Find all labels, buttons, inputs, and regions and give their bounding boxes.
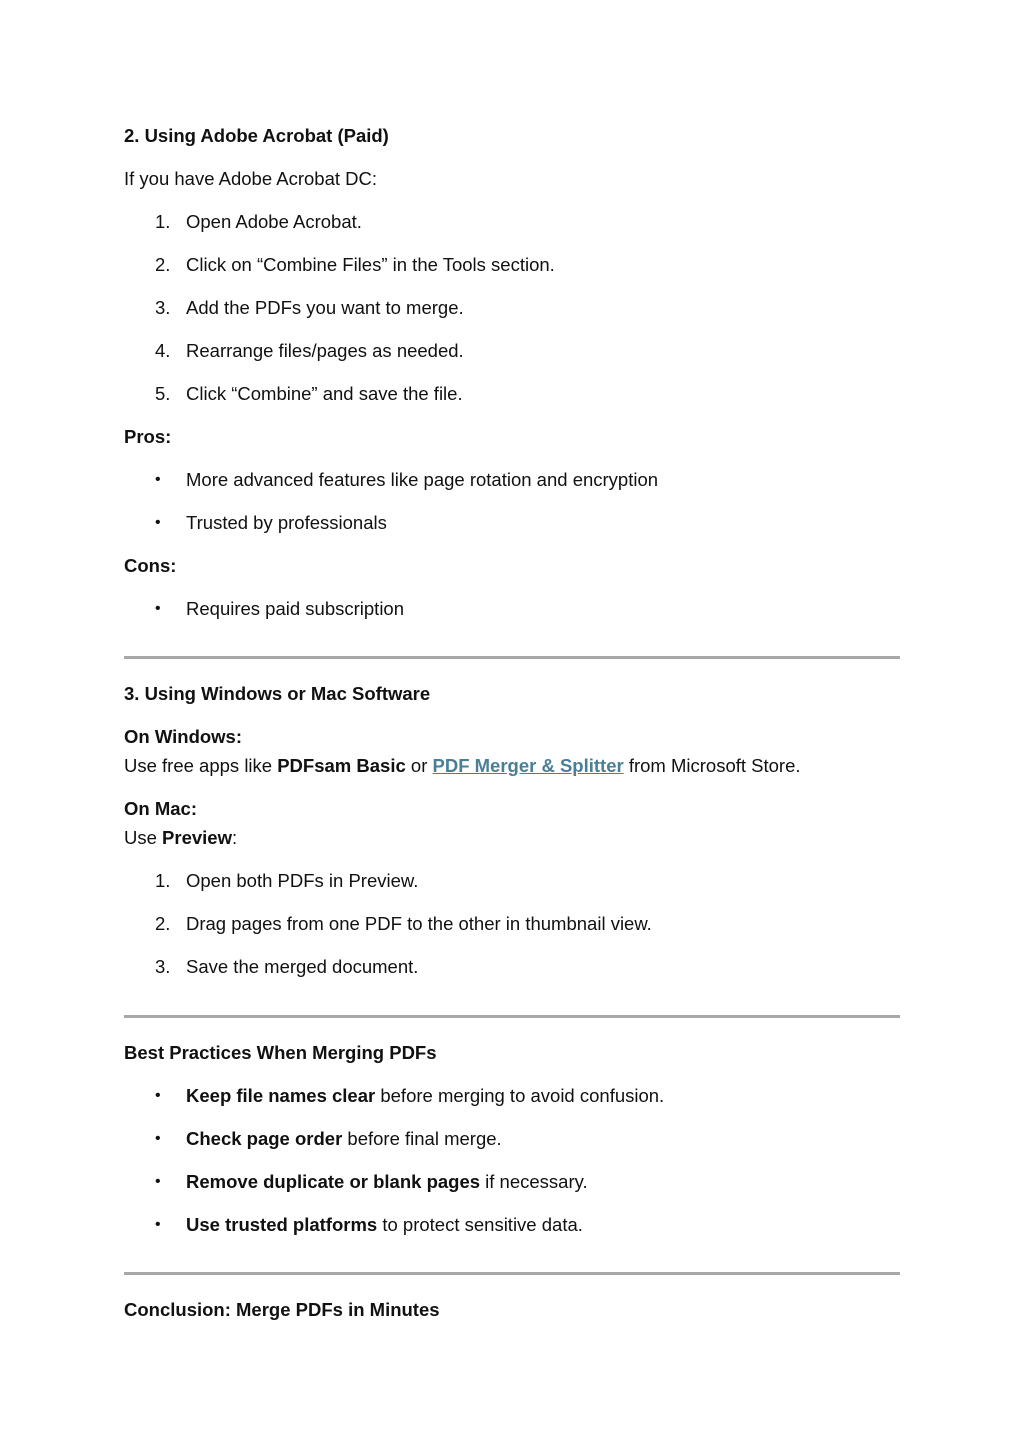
list-item-text: Add the PDFs you want to merge. [186,297,464,318]
list-item-text: Click on “Combine Files” in the Tools section. [186,254,555,275]
list-item-text [186,1084,664,1108]
pdfsam-name: PDFsam Basic [277,755,406,776]
list-item-text [186,1170,588,1194]
mac-label: On Mac: [124,798,197,819]
list-number: 2. [155,254,171,275]
horizontal-divider [124,1272,900,1275]
list-item-text: Rearrange files/pages as needed. [186,340,464,361]
list-item-text [186,1213,583,1237]
list-item-text: Click “Combine” and save the file. [186,383,463,404]
mac-paragraph [124,826,237,850]
bullet-icon: • [155,514,161,531]
windows-text: or [405,755,433,776]
windows-paragraph [124,754,801,778]
list-number: 1. [155,211,171,232]
list-item-text: Drag pages from one PDF to the other in thumbnail view. [186,913,652,934]
mac-text: Use [124,827,163,848]
bullet-icon: • [155,1130,161,1147]
windows-text: Use free apps like [124,755,278,776]
list-item-bold: Remove duplicate or blank pages [186,1171,481,1192]
section-heading-adobe: 2. Using Adobe Acrobat (Paid) [124,125,389,146]
bullet-icon: • [155,1087,161,1104]
section-intro: If you have Adobe Acrobat DC: [124,168,377,189]
horizontal-divider [124,1015,900,1018]
bullet-icon: • [155,471,161,488]
list-item-text: More advanced features like page rotation and encryption [186,469,659,490]
windows-label: On Windows: [124,726,243,747]
section-heading-best-practices: Best Practices When Merging PDFs [124,1042,437,1063]
bullet-icon: • [155,1173,161,1190]
bullet-icon: • [155,1216,161,1233]
list-item-text: Open Adobe Acrobat. [186,211,362,232]
list-item-rest: before final merge. [342,1128,502,1149]
list-item-text: Save the merged document. [186,956,419,977]
pros-label: Pros: [124,426,172,447]
section-heading-software: 3. Using Windows or Mac Software [124,683,431,704]
preview-name: Preview [162,827,232,848]
list-item-rest: to protect sensitive data. [377,1214,583,1235]
list-item-text: Requires paid subscription [186,598,405,619]
list-item-text: Trusted by professionals [186,512,387,533]
cons-label: Cons: [124,555,177,576]
list-number: 3. [155,297,171,318]
list-item-bold: Check page order [186,1128,343,1149]
list-number: 2. [155,913,171,934]
list-item-text [186,1127,502,1151]
list-number: 5. [155,383,171,404]
list-item-rest: if necessary. [480,1171,588,1192]
list-number: 3. [155,956,171,977]
horizontal-divider [124,656,900,659]
section-heading-conclusion: Conclusion: Merge PDFs in Minutes [124,1299,440,1320]
bullet-icon: • [155,600,161,617]
pdf-merger-splitter-link[interactable]: PDF Merger & Splitter [432,755,624,776]
list-number: 4. [155,340,171,361]
list-item-rest: before merging to avoid confusion. [375,1085,665,1106]
list-item-text: Open both PDFs in Preview. [186,870,419,891]
windows-text: from Microsoft Store. [623,755,801,776]
list-number: 1. [155,870,171,891]
mac-text: : [231,827,238,848]
list-item-bold: Use trusted platforms [186,1214,378,1235]
list-item-bold: Keep file names clear [186,1085,376,1106]
